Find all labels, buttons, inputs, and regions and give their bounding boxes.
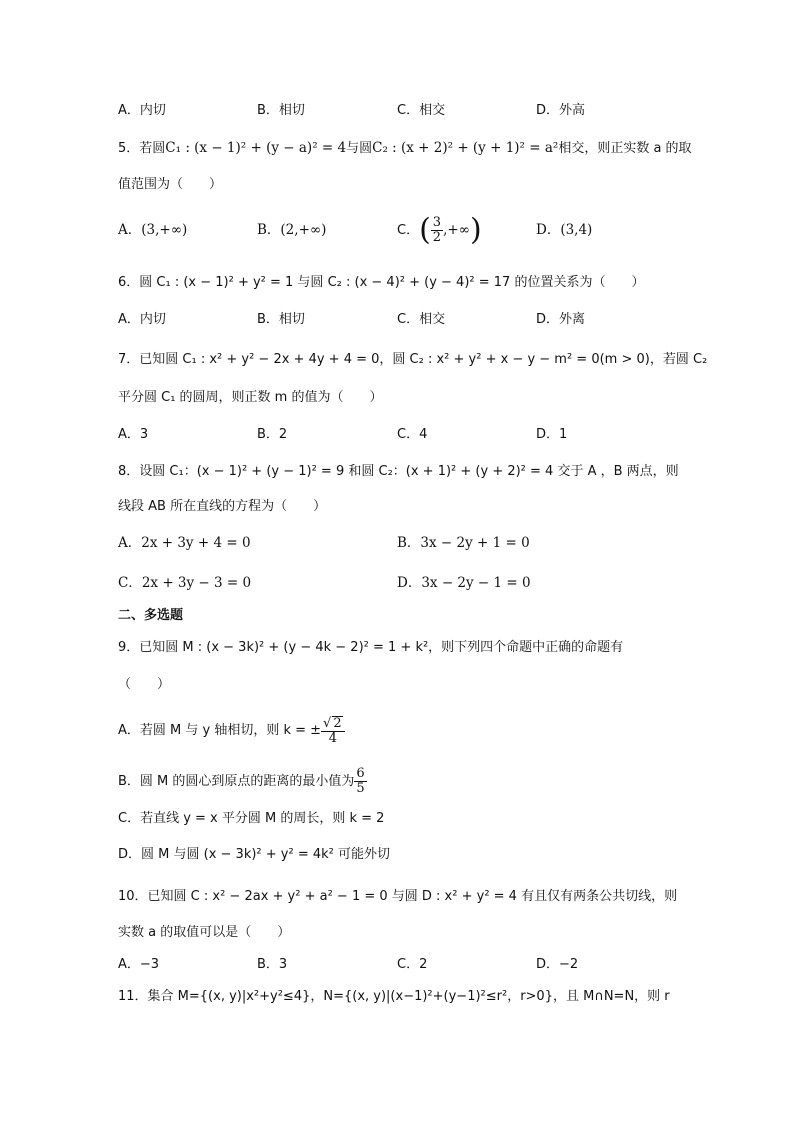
right-paren-icon: ) <box>469 212 482 248</box>
q8-option-b: B．3x − 2y + 1 = 0 <box>397 535 530 551</box>
q10-stem-line2: 实数 a 的取值可以是（ ） <box>118 925 291 940</box>
q10-stem-line1: 10．已知圆 C : x² − 2ax + y² + a² − 1 = 0 与圆 D : x² + y² = 4 有且仅有两条公共切线，则 <box>118 889 678 904</box>
q5-option-c-fraction <box>431 216 443 245</box>
q6-option-a: A．内切 <box>118 312 166 327</box>
q9-option-c: C．若直线 y = x 平分圆 M 的周长，则 k = 2 <box>118 811 385 826</box>
q8-option-c: C．2x + 3y − 3 = 0 <box>118 575 252 591</box>
sqrt-icon: √ <box>323 715 332 731</box>
q9-option-b <box>118 764 367 800</box>
q5-c2-equation: C₂ : (x + 2)² + (y + 1)² = a² <box>372 140 559 156</box>
q4-option-b: B．相切 <box>257 103 305 118</box>
q8-stem-line2: 线段 AB 所在直线的方程为（ ） <box>118 499 327 514</box>
q5-prefix: 5．若圆 <box>118 141 166 156</box>
q5-mid: 与圆 <box>346 141 373 156</box>
q4-option-c: C．相交 <box>397 103 446 118</box>
q5-suffix: 相交，则正实数 a 的取 <box>558 141 692 156</box>
q9-option-b-fraction <box>354 767 366 796</box>
q7-stem-line1: 7．已知圆 C₁ : x² + y² − 2x + 4y + 4 = 0，圆 C₂ : x² + y² + x − y − m² = 0(m > 0)，若圆 C₂ <box>118 352 708 367</box>
q5-stem-line2: 值范围为（ ） <box>118 177 223 192</box>
section-heading: 二、多选题 <box>118 608 184 623</box>
q9-stem-line1: 9．已知圆 M : (x − 3k)² + (y − 4k − 2)² = 1 + k²，则下列四个命题中正确的命题有 <box>118 640 624 655</box>
q7-option-a: A．3 <box>118 427 149 442</box>
q10-option-c: C．2 <box>397 957 428 972</box>
fraction-numerator: 3 <box>432 215 442 230</box>
fraction-numerator <box>321 716 345 732</box>
sqrt-radicand: 2 <box>333 715 342 731</box>
q5-option-c-tail: ,+∞ <box>443 222 470 238</box>
q9-option-a-text: A．若圆 M 与 y 轴相切，则 k = ± <box>118 723 322 738</box>
q5-option-b: B．(2,+∞) <box>257 222 327 238</box>
q5-c1-equation: C₁ : (x − 1)² + (y − a)² = 4 <box>165 140 347 156</box>
q9-option-a-fraction <box>321 716 345 746</box>
q5-option-d: D．(3,4) <box>536 222 593 238</box>
left-paren-icon: ( <box>419 212 431 248</box>
q7-option-c: C．4 <box>397 427 428 442</box>
q9-option-a <box>118 712 345 750</box>
q10-option-a: A．−3 <box>118 957 160 972</box>
q5-option-a: A．(3,+∞) <box>118 222 188 238</box>
q5-option-c <box>397 212 482 249</box>
q8-option-d: D．3x − 2y − 1 = 0 <box>397 575 531 591</box>
q9-option-b-text: B．圆 M 的圆心到原点的距离的最小值为 <box>118 774 355 789</box>
q4-option-a: A．内切 <box>118 103 166 118</box>
q11-stem-line1: 11．集合 M={(x, y)|x²+y²≤4}，N={(x, y)|(x−1)²+(y−1)²≤r²，r>0}，且 M∩N=N，则 r <box>118 989 670 1004</box>
q6-stem: 6．圆 C₁ : (x − 1)² + y² = 1 与圆 C₂ : (x − 4)² + (y − 4)² = 17 的位置关系为（ ） <box>118 275 645 290</box>
fraction-denominator: 5 <box>356 781 365 796</box>
q7-option-b: B．2 <box>257 427 288 442</box>
q7-stem-line2: 平分圆 C₁ 的圆周，则正数 m 的值为（ ） <box>118 390 383 405</box>
fraction-numerator: 6 <box>356 766 365 781</box>
q5-option-c-label: C． <box>397 223 420 238</box>
q10-option-b: B．3 <box>257 957 288 972</box>
q9-option-d: D．圆 M 与圆 (x − 3k)² + y² = 4k² 可能外切 <box>118 847 390 862</box>
fraction-denominator: 4 <box>328 730 337 746</box>
fraction-denominator: 2 <box>432 230 442 245</box>
q6-option-b: B．相切 <box>257 312 305 327</box>
q6-option-d: D．外离 <box>536 312 586 327</box>
q6-option-c: C．相交 <box>397 312 446 327</box>
q7-option-d: D．1 <box>536 427 568 442</box>
q8-stem-line1: 8．设圆 C₁：(x − 1)² + (y − 1)² = 9 和圆 C₂：(x + 1)² + (y + 2)² = 4 交于 A ，B 两点，则 <box>118 464 679 479</box>
q9-stem-line2: （ ） <box>118 677 171 692</box>
q10-option-d: D．−2 <box>536 957 579 972</box>
q4-option-d: D．外高 <box>536 103 586 118</box>
q8-option-a: A．2x + 3y + 4 = 0 <box>118 535 251 551</box>
q5-stem-line1 <box>118 138 692 159</box>
